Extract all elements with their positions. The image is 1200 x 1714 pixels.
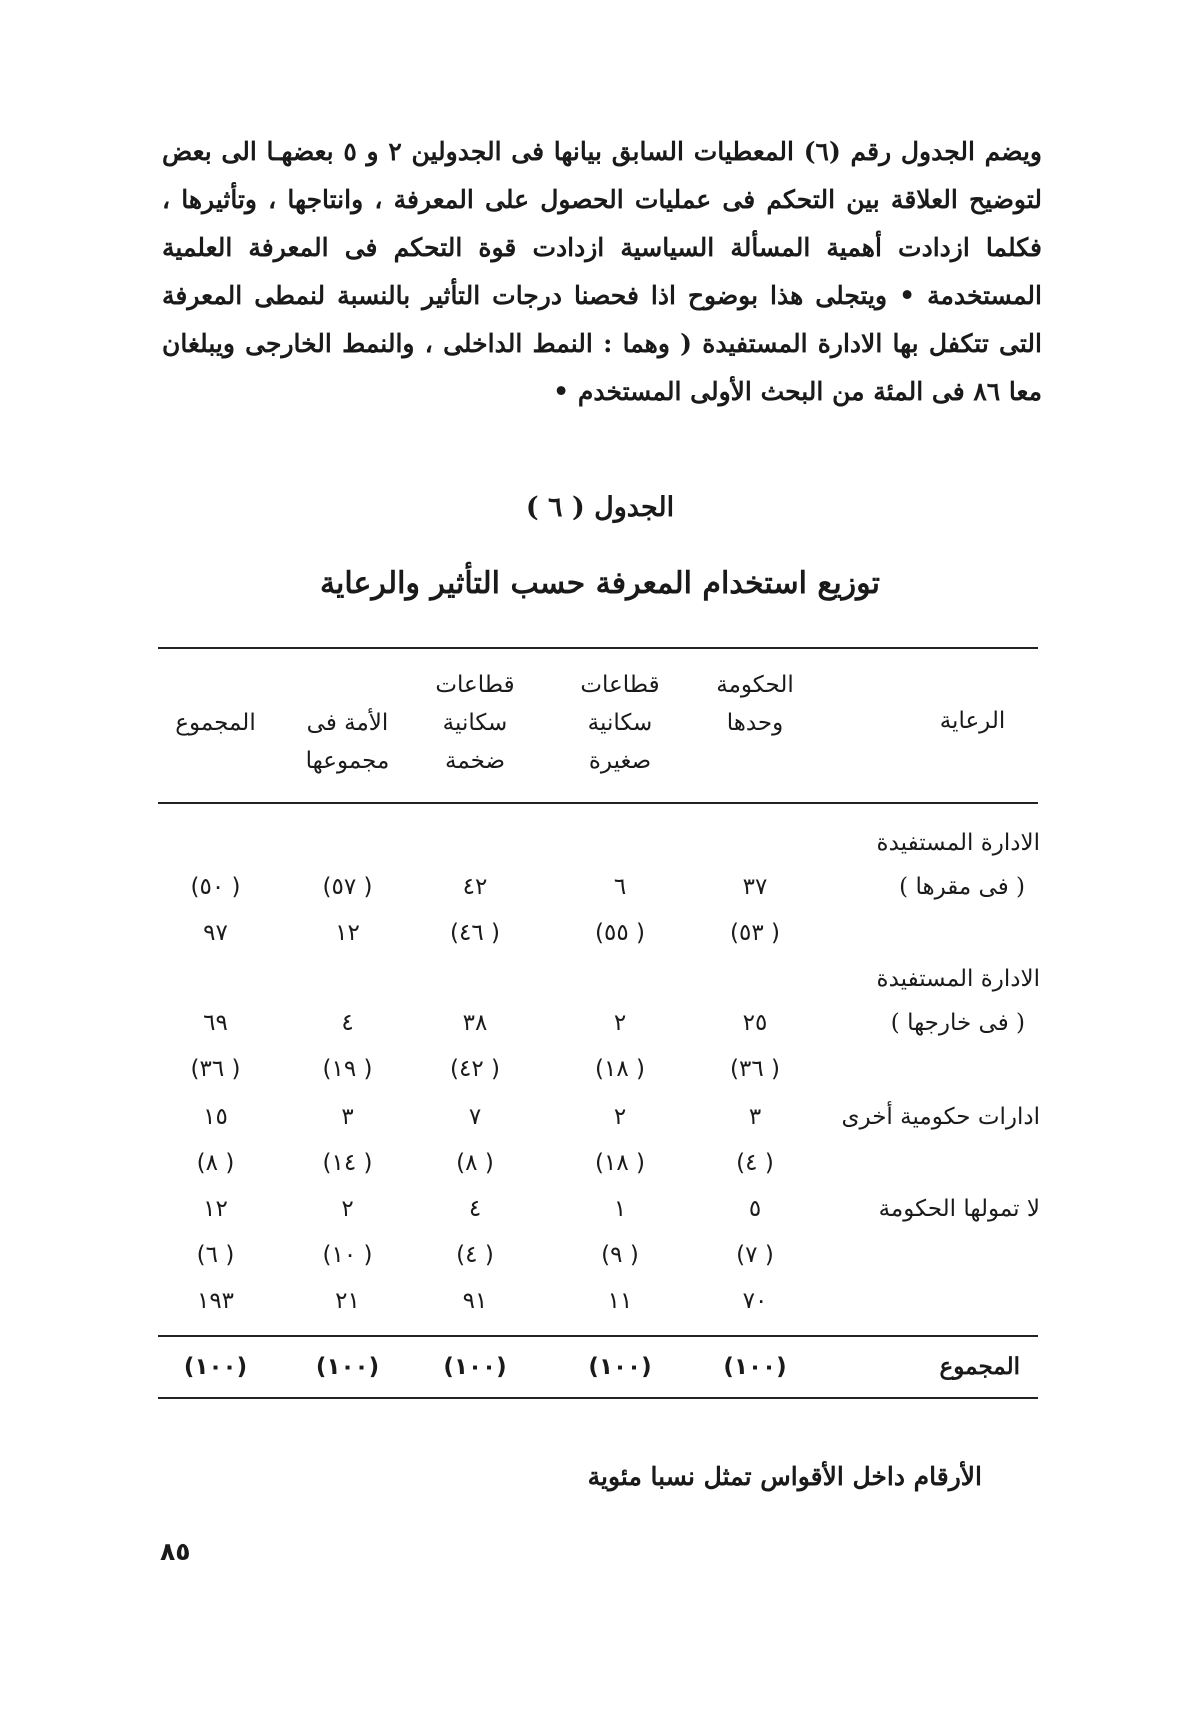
table-header-rule	[158, 802, 1038, 804]
header-nation-line1: الأمة فى	[306, 710, 389, 736]
table-cell: ١٢	[335, 920, 360, 946]
table-cell: ( ٦)	[196, 1242, 235, 1268]
table-total-cell: (١٠٠)	[443, 1354, 507, 1380]
table-cell: ٩١	[462, 1288, 488, 1314]
row-label-other-government: ادارات حكومية أخرى	[841, 1104, 1040, 1130]
table-cell: ( ٤٢)	[450, 1056, 500, 1082]
table-total-cell: (١٠٠)	[588, 1354, 652, 1380]
table-bottom-rule	[158, 1397, 1038, 1399]
table-cell: ( ١٨)	[595, 1150, 645, 1176]
table-cell: ( ٤)	[456, 1242, 494, 1268]
table-cell: ١	[613, 1196, 627, 1222]
page-number: ٨٥	[160, 1537, 191, 1566]
header-government-line1: الحكومة	[716, 672, 794, 698]
table-cell: ( ١٩)	[322, 1056, 373, 1082]
table-cell: ٣	[341, 1104, 354, 1130]
row-label-beneficiary-inside-line2: ( فى مقرها )	[899, 874, 1025, 900]
header-government-line2: وحدها	[726, 710, 784, 736]
table-cell: ٩٧	[203, 920, 228, 946]
table-cell: ( ١٤)	[322, 1150, 373, 1176]
table-cell: ( ٨)	[456, 1150, 494, 1176]
table-cell: ٥	[748, 1196, 762, 1222]
row-label-non-government-funded: لا تمولها الحكومة	[878, 1196, 1040, 1222]
header-small-sectors-line1: قطاعات	[580, 672, 660, 698]
table-total-cell: (١٠٠)	[315, 1354, 380, 1380]
row-label-beneficiary-outside-line1: الادارة المستفيدة	[876, 966, 1040, 992]
table-cell: ( ٣٦)	[730, 1056, 780, 1082]
row-label-total: المجموع	[939, 1353, 1020, 1380]
table-cell: ( ٥٧)	[322, 874, 373, 900]
table-cell: ٧	[468, 1104, 482, 1130]
header-total: المجموع	[175, 710, 256, 736]
table-cell: ٦	[613, 874, 627, 900]
table-cell: ( ٨)	[196, 1150, 235, 1176]
table-total-cell: (١٠٠)	[723, 1354, 787, 1380]
table-cell: ( ٩)	[601, 1242, 639, 1268]
table-cell: ( ٥٠)	[190, 874, 241, 900]
table-cell: ٣٧	[742, 874, 768, 900]
table-total-top-rule	[158, 1335, 1038, 1337]
table-cell: ٢	[613, 1010, 627, 1036]
table-cell: ( ٥٥)	[595, 920, 645, 946]
table-cell: ( ٤)	[736, 1150, 774, 1176]
table-cell: ٦٩	[203, 1010, 228, 1036]
table-cell: ٢	[613, 1104, 627, 1130]
table-cell: ( ٣٦)	[190, 1056, 241, 1082]
table-cell: ( ١٨)	[595, 1056, 645, 1082]
table-cell: ٢	[341, 1196, 354, 1222]
table-cell: ٣٨	[462, 1010, 488, 1036]
header-large-sectors-line3: ضخمة	[444, 748, 505, 774]
table-cell: ( ٧)	[736, 1242, 774, 1268]
table-cell: ( ٤٦)	[450, 920, 500, 946]
header-small-sectors-line2: سكانية	[587, 710, 653, 736]
table-cell: ( ٥٣)	[730, 920, 780, 946]
table-caption: توزيع استخدام المعرفة حسب التأثير والرعاية	[319, 566, 881, 601]
row-label-beneficiary-inside-line1: الادارة المستفيدة	[876, 830, 1040, 856]
table-cell: ١١	[607, 1288, 633, 1314]
header-nation-line2: مجموعها	[305, 748, 390, 774]
table-cell: ٤	[468, 1196, 482, 1222]
table-cell: ٢١	[335, 1288, 360, 1314]
header-small-sectors-line3: صغيرة	[588, 748, 652, 774]
body-paragraph: ويضم الجدول رقم (٦) المعطيات السابق بيانها فى الجدولين ٢ و ٥ بعضهـا الى بعض لتوضيح العلاقة بين التحكم فى عمليات الحصول على المعرفة ، وانتاجها ، وتأثيرها ، فكلما ازدادت أهمية المسألة السياسية ازدادت قوة التحكم فى المعرفة العلمية المستخدمة • ويتجلى هذا بوضوح اذا فحصنا درجات التأثير بالنسبة لنمطى المعرفة التى تتكفل بها الادارة المستفيدة ( وهما : النمط الداخلى ، والنمط الخارجى ويبلغان معا ٨٦ فى المئة من البحث الأولى المستخدم •	[162, 137, 1043, 406]
table-number: الجدول ( ٦ )	[525, 492, 675, 523]
table-cell: ٤٢	[462, 874, 488, 900]
table-total-cell: (١٠٠)	[183, 1354, 248, 1380]
table-cell: ١٥	[203, 1104, 228, 1130]
table-cell: ٢٥	[742, 1010, 768, 1036]
table-footnote: الأرقام داخل الأقواس تمثل نسبا مئوية	[587, 1462, 982, 1491]
table-cell: ٧٠	[742, 1288, 768, 1314]
table-cell: ١٩٣	[196, 1288, 235, 1314]
table-top-rule	[158, 647, 1038, 649]
header-large-sectors-line2: سكانية	[442, 710, 508, 736]
table-cell: ٤	[341, 1010, 354, 1036]
table-cell: ( ١٠)	[322, 1242, 373, 1268]
table-cell: ١٢	[203, 1196, 228, 1222]
row-label-beneficiary-outside-line2: ( فى خارجها )	[890, 1010, 1025, 1036]
header-sponsorship: الرعاية	[939, 708, 1006, 734]
header-large-sectors-line1: قطاعات	[435, 672, 515, 698]
table-cell: ٣	[748, 1104, 762, 1130]
